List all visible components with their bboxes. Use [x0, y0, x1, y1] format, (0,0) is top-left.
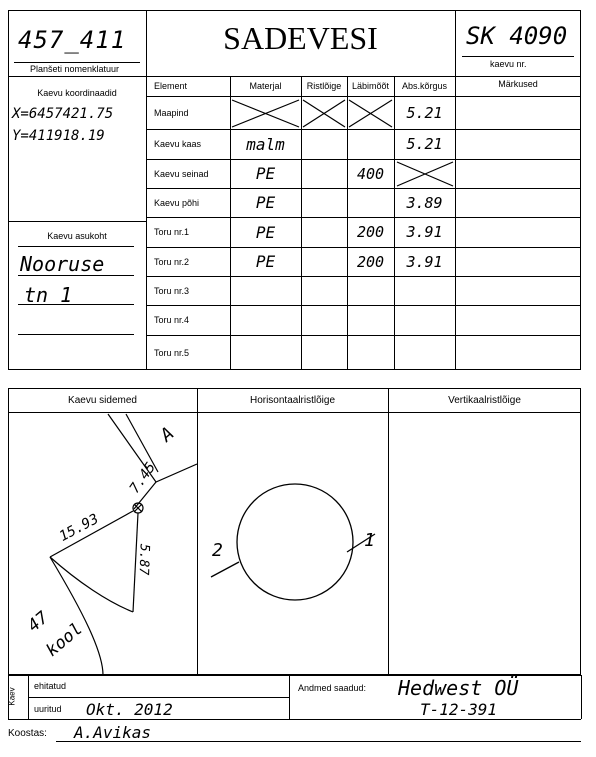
divider	[289, 675, 290, 719]
row-label: Toru nr.5	[154, 347, 190, 358]
col-header-diameter: Läbimõõt	[351, 81, 390, 91]
row-label: Kaevu seinad	[154, 168, 209, 179]
divider	[8, 221, 146, 222]
material-value: malm	[246, 134, 285, 154]
abs-height-value: 3.91	[406, 252, 443, 271]
material-value: PE	[255, 164, 276, 183]
nomenclature-label: Planšeti nomenklatuur	[30, 64, 120, 74]
pipe-label-2: 2	[212, 540, 223, 561]
col-header-notes: Märkused	[498, 79, 538, 89]
divider	[455, 10, 456, 76]
abs-height-value: 5.21	[406, 135, 443, 153]
well-number-label: kaevu nr.	[490, 59, 527, 69]
location-street: Nooruse	[20, 252, 105, 276]
divider	[388, 388, 389, 675]
underline	[18, 334, 134, 335]
diameter-value: 200	[356, 223, 385, 241]
row-label: Kaevu põhi	[154, 197, 200, 208]
well-number: SK 4090	[466, 22, 568, 50]
page-title: SADEVESI	[223, 20, 378, 56]
divider	[28, 697, 289, 698]
underline	[18, 275, 134, 276]
row-label: Toru nr.1	[154, 227, 190, 237]
row-label: Maapind	[154, 107, 189, 118]
building-name: kool	[42, 619, 87, 661]
divider	[8, 719, 581, 720]
section-title-horizontal: Horisontaalristlõige	[249, 395, 336, 406]
data-source-value: Hedwest OÜ	[398, 676, 519, 700]
row-label: Kaevu kaas	[154, 139, 202, 149]
tie-label-a: A	[156, 422, 179, 447]
building-number: 47	[23, 607, 53, 637]
underline	[18, 304, 134, 305]
underline	[18, 246, 134, 247]
surveyed-label: uuritud	[34, 704, 62, 714]
tie-distance-3: 5.87	[135, 543, 152, 576]
row-label: Toru nr.4	[154, 315, 190, 325]
material-value: PE	[255, 193, 276, 212]
horizontal-section-drawing	[197, 412, 388, 675]
abs-height-value: 5.21	[406, 103, 443, 122]
material-value: PE	[255, 252, 276, 271]
material-value: PE	[255, 222, 276, 242]
coordinates-label: Kaevu koordinaadid	[37, 88, 117, 98]
pipe-label-1: 1	[364, 530, 375, 551]
location-number: tn 1	[24, 283, 73, 307]
abs-height-value: 3.91	[406, 223, 443, 241]
diameter-value: 200	[356, 252, 385, 271]
author-value: A.Avikas	[74, 723, 152, 742]
footer-side-label: Kaev	[7, 687, 17, 706]
section-title-ties: Kaevu sidemed	[68, 395, 137, 406]
element-table	[146, 76, 581, 370]
author-label: Koostas:	[8, 728, 47, 739]
col-header-cross-section: Ristlõige	[306, 81, 342, 91]
built-label: ehitatud	[34, 681, 67, 691]
col-header-abs-height: Abs.kõrgus	[401, 81, 448, 91]
diameter-value: 400	[356, 164, 385, 183]
underline	[56, 741, 581, 742]
row-label: Toru nr.3	[154, 285, 190, 296]
abs-height-value: 3.89	[406, 193, 443, 212]
col-header-element: Element	[154, 81, 188, 91]
col-header-material: Materjal	[249, 81, 282, 91]
coordinate-x: X=6457421.75	[12, 106, 114, 122]
coordinate-y: Y=411918.19	[12, 128, 105, 144]
row-label: Toru nr.2	[154, 256, 190, 267]
data-source-label: Andmed saadud:	[298, 683, 367, 693]
underline	[462, 56, 574, 57]
underline	[14, 62, 140, 63]
section-title-vertical: Vertikaalristlõige	[448, 395, 521, 406]
tie-distance-1: 7.45	[126, 459, 160, 497]
surveyed-value: Okt. 2012	[86, 700, 173, 719]
data-source-code: T-12-391	[420, 700, 498, 719]
divider	[581, 675, 582, 719]
tie-distance-2: 15.93	[56, 511, 102, 545]
nomenclature-value: 457_411	[18, 26, 127, 54]
location-label: Kaevu asukoht	[47, 231, 107, 241]
